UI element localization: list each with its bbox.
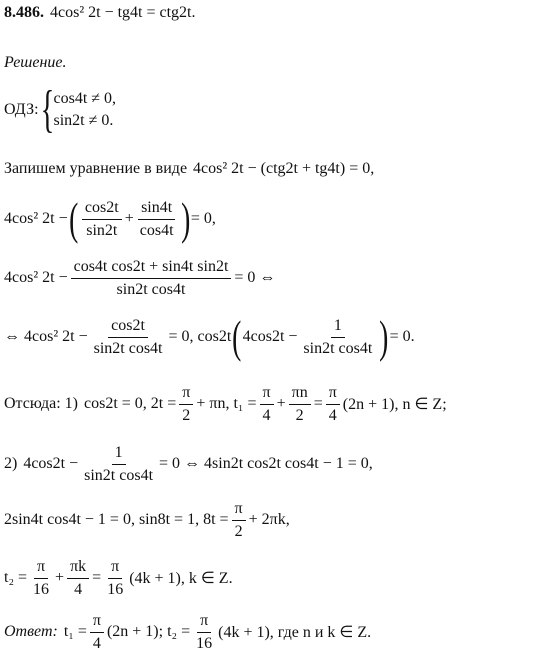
l5-pre: ⇔ 4cos² 2t −	[4, 328, 88, 345]
step-line-5	[4, 311, 415, 362]
l3-pre: 4cos² 2t −	[4, 210, 68, 227]
l6-frac-2: $\frac{\pi}{4}$	[260, 384, 274, 424]
l4-pre: 4cos² 2t −	[4, 269, 68, 287]
l6-frac-1: $\frac{\pi}{2}$	[179, 384, 193, 424]
l8-frac: $\frac{\pi}{2}$	[232, 500, 246, 540]
l8-b: + 2πk,	[248, 511, 290, 529]
ans-a: t₁ =	[63, 623, 87, 641]
l9-frac-2: $\frac{\pi k}{4}$	[67, 558, 89, 598]
l6-eq: =	[313, 395, 323, 413]
ans-b: (2n + 1); t₂ =	[106, 623, 191, 641]
step-line-4	[4, 258, 275, 298]
ans-frac-1: $\frac{\pi}{4}$	[90, 612, 104, 652]
odz-block	[4, 81, 117, 138]
l9-a: t₂ =	[4, 569, 28, 587]
l3-frac-1: $\frac{\cos 2t}{\sin 2t}$	[82, 199, 122, 239]
l5-post: = 0.	[389, 328, 415, 345]
l8-a: 2sin4t cos4t − 1 = 0, sin8t = 1, 8t =	[4, 511, 229, 529]
l6-a: cos2t = 0, 2t =	[84, 395, 177, 413]
l6-c: (2n + 1), n ∈ Z;	[342, 396, 447, 414]
l6-label: Отсюда: 1)	[4, 395, 78, 413]
step-line-9	[4, 558, 233, 598]
odz-cond-2: sin2t ≠ 0.	[53, 112, 114, 129]
l9-plus: +	[55, 569, 65, 587]
l6-frac-3: $\frac{\pi n}{2}$	[289, 384, 311, 424]
left-brace: {	[40, 81, 54, 138]
l3-plus: +	[124, 210, 134, 227]
odz-system	[54, 88, 117, 131]
l5-frac-2: $\frac{1}{\text{sin2t cos4t}}$	[303, 316, 373, 357]
rewrite-line	[4, 160, 374, 178]
l6-frac-4: $\frac{\pi}{4}$	[326, 384, 340, 424]
paren-open: (	[232, 311, 242, 362]
l5-frac: $\frac{\cos 2t}{\text{sin2t cos4t}}$	[93, 316, 163, 357]
l5-in: 4cos2t −	[242, 328, 298, 345]
l5-mid: = 0, cos2t	[168, 328, 232, 345]
l4-post: = 0 ⇔	[234, 269, 276, 287]
l3-post: = 0,	[190, 210, 216, 227]
paren-close: )	[180, 193, 190, 244]
l9-c: (4k + 1), k ∈ Z.	[129, 570, 233, 588]
solution-title: Решение.	[4, 54, 67, 71]
odz-cond-1: cos4t ≠ 0,	[53, 90, 117, 108]
rewrite-eq: 4cos² 2t − (ctg2t + tg4t) = 0,	[193, 160, 375, 177]
problem-equation: 4cos² 2t − tg4t = ctg2t.	[50, 4, 196, 21]
paren-open: (	[68, 193, 78, 244]
rewrite-text: Запишем уравнение в виде	[4, 160, 188, 177]
ans-c: (4k + 1), где n и k ∈ Z.	[218, 624, 372, 642]
step-line-8	[4, 500, 290, 540]
step-line-7	[4, 444, 373, 484]
problem-number: 8.486.	[4, 4, 44, 21]
l9-frac-1: $\frac{\pi}{16}$	[33, 558, 50, 598]
l4-frac: $\frac{\text{cos4t cos2t + sin4t sin2t}}{\text{sin2t cos4t}}$	[71, 258, 232, 298]
l7-label: 2)	[4, 455, 18, 473]
ans-frac-2: $\frac{\pi}{16}$	[196, 612, 213, 652]
step-line-3	[4, 193, 216, 244]
answer-line	[4, 612, 371, 652]
paren-close: )	[379, 311, 389, 362]
odz-label: ОДЗ:	[4, 101, 39, 118]
l6-b: + πn, t₁ =	[196, 395, 257, 413]
answer-label: Ответ:	[4, 623, 58, 641]
problem-header	[4, 4, 196, 22]
l6-plus: +	[276, 395, 286, 413]
step-line-6	[4, 384, 447, 424]
l7-post: = 0 ⇔ 4sin2t cos2t cos4t − 1 = 0,	[159, 455, 373, 473]
l7-pre: 4cos2t −	[23, 455, 79, 473]
l9-frac-3: $\frac{\pi}{16}$	[107, 558, 124, 598]
l3-frac-2: $\frac{\sin 4t}{\cos 4t}$	[139, 198, 174, 239]
l9-eq: =	[92, 569, 102, 587]
l7-frac: $\frac{1}{\text{sin2t cos4t}}$	[84, 444, 154, 484]
